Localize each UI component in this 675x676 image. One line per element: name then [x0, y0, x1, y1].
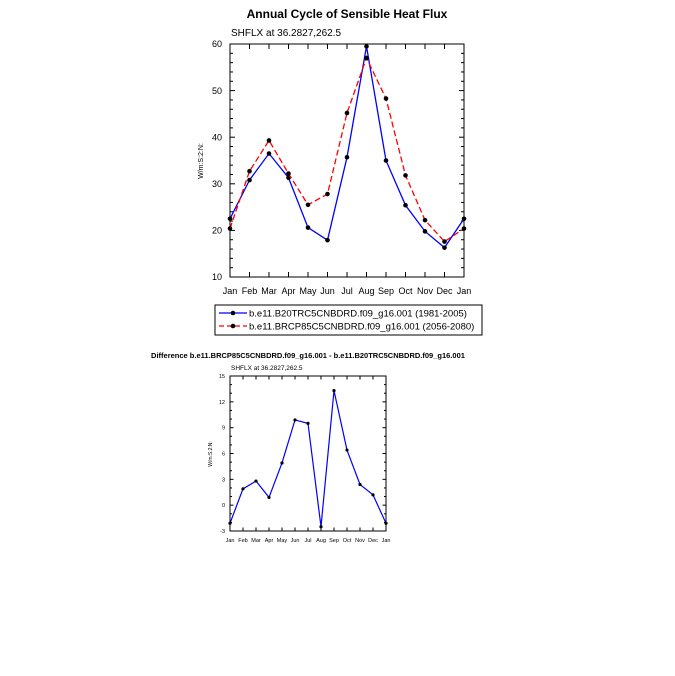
chart1-series-1-point [384, 96, 389, 101]
chart1-series-1-point [442, 239, 447, 244]
chart1-xtick-label: Nov [416, 286, 434, 296]
annual-cycle-chart [198, 7, 471, 296]
chart1-xtick-label: Jul [341, 286, 353, 296]
chart2-series-0-point [267, 496, 270, 499]
chart2-series-0-point [254, 479, 257, 482]
chart1-series-0-point [267, 151, 272, 156]
chart1-ytick-label: 50 [211, 85, 222, 96]
chart2-xtick-label: Jun [290, 538, 300, 544]
chart1-xtick-label: Feb [241, 286, 258, 296]
chart2-series-0-point [280, 461, 283, 464]
legend-label-future: b.e11.BRCP85C5CNBDRD.f09_g16.001 (2056-2080) [249, 321, 475, 333]
chart1-plot-area [228, 44, 467, 250]
chart2-series-0-point [306, 422, 309, 425]
chart2-ytick-label: 9 [221, 425, 225, 432]
chart1-series-0-point [306, 225, 311, 230]
chart2-ytick-label: 6 [221, 451, 225, 458]
chart1-series-1-point [286, 171, 291, 176]
chart2-xtick-label: Oct [342, 538, 352, 544]
chart2-series-0-line [230, 391, 386, 527]
chart2-subtitle: SHFLX at 36.2827,262.5 [231, 365, 303, 372]
chart2-title: Difference b.e11.BRCP85C5CNBDRD.f09_g16.001 - b.e11.B20TRC5CNBDRD.f09_g16.001 [151, 351, 465, 360]
chart1-xtick-label: Jan [222, 286, 238, 296]
legend-marker-historical [231, 311, 236, 316]
chart1-xtick-label: Apr [281, 286, 296, 296]
chart1-ytick-label: 30 [211, 178, 222, 189]
chart2-series-0-point [371, 493, 374, 496]
chart1-series-1-point [462, 226, 467, 231]
chart1-series-1-point [247, 169, 252, 174]
chart2-xtick-label: Jul [304, 538, 312, 544]
chart1-frame [230, 44, 464, 277]
chart1-series-0-point [364, 44, 369, 49]
chart1-xtick-label: May [299, 286, 317, 296]
chart1-series-1-point [325, 192, 330, 197]
chart1-xtick-label: Aug [358, 286, 375, 296]
legend-label-historical: b.e11.B20TRC5CNBDRD.f09_g16.001 (1981-2005) [249, 308, 467, 320]
chart1-xtick-label: Mar [261, 286, 277, 296]
chart1-series-0-point [228, 216, 233, 221]
chart1-ytick-label: 40 [211, 132, 222, 143]
chart1-ytick-label: 10 [211, 272, 222, 283]
chart1-series-1-point [403, 173, 408, 178]
chart2-series-0-point [319, 525, 322, 528]
chart1-series-1-point [423, 218, 428, 223]
chart1-series-0-point [462, 216, 467, 221]
chart1-series-1-point [306, 202, 311, 207]
chart1-title: Annual Cycle of Sensible Heat Flux [246, 7, 448, 21]
legend-marker-future [231, 324, 236, 329]
chart1-xtick-label: Dec [436, 286, 453, 296]
chart1-xtick-label: Oct [398, 286, 413, 296]
chart1-ytick-label: 60 [211, 39, 222, 50]
chart1-series-0-line [230, 46, 464, 247]
chart2-ytick-label: 12 [218, 399, 225, 406]
chart2-series-0-point [384, 522, 387, 525]
chart2-series-0-point [293, 418, 296, 421]
chart1-ylabel: W/m:S:2:N: [198, 143, 205, 179]
chart2-xtick-label: Dec [368, 538, 378, 544]
chart1-series-1-point [364, 56, 369, 61]
chart1-subtitle: SHFLX at 36.2827,262.5 [231, 28, 342, 39]
chart2-ytick-label: 15 [218, 373, 225, 380]
chart1-series-1-line [230, 58, 464, 242]
chart2-ytick-label: 0 [221, 503, 225, 510]
chart2-series-0-point [332, 389, 335, 392]
chart2-series-0-point [358, 483, 361, 486]
chart2-xtick-label: Sep [329, 538, 339, 544]
chart1-xtick-label: Sep [377, 286, 395, 296]
chart1-series-1-point [345, 111, 350, 116]
chart1-series-0-point [384, 158, 389, 163]
chart2-series-0-point [228, 522, 231, 525]
chart2-xtick-label: Jan [225, 538, 235, 544]
chart1-series-0-point [345, 155, 350, 160]
chart2-xtick-label: Nov [355, 538, 365, 544]
chart1-series-0-point [423, 229, 428, 234]
chart1-series-0-point [325, 238, 330, 243]
chart1-series-1-point [267, 138, 272, 143]
chart1-ytick-label: 20 [211, 225, 222, 236]
chart2-xtick-label: Mar [251, 538, 261, 544]
chart2-ylabel: W/m:S:2:N: [208, 441, 214, 467]
legend [215, 305, 482, 335]
chart1-series-1-point [228, 226, 233, 231]
chart1-series-0-point [442, 245, 447, 250]
chart2-xtick-label: Feb [238, 538, 248, 544]
chart2-ytick-label: 3 [221, 477, 225, 484]
chart1-xtick-label: Jun [320, 286, 335, 296]
chart2-series-0-point [241, 487, 244, 490]
chart2-xtick-label: Apr [264, 538, 274, 544]
chart1-axes [212, 39, 471, 296]
chart2-xtick-label: Aug [316, 538, 326, 544]
chart2-series-0-point [345, 448, 348, 451]
chart2-frame [230, 376, 386, 531]
chart1-series-0-point [403, 203, 408, 208]
chart1-series-0-point [247, 178, 252, 183]
chart2-xtick-label: Jan [381, 538, 391, 544]
difference-chart [151, 351, 465, 544]
chart2-axes [219, 374, 391, 544]
chart2-xtick-label: May [276, 538, 288, 544]
chart2-ytick-label: -3 [220, 528, 225, 535]
chart2-plot-area [228, 389, 387, 528]
chart1-xtick-label: Jan [456, 286, 472, 296]
